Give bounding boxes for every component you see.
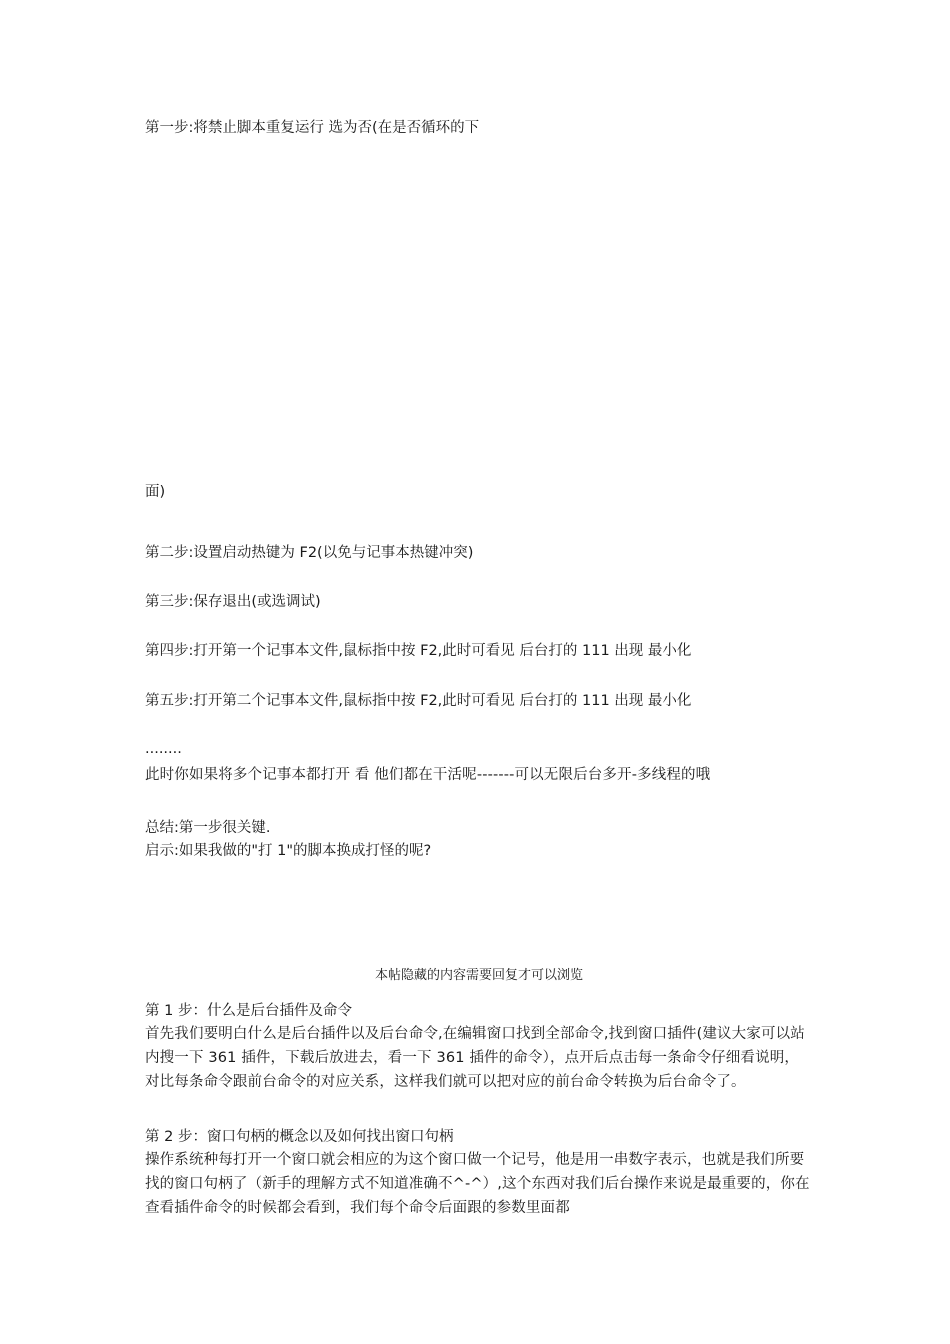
hint-line: 启示:如果我做的"打 1"的脚本换成打怪的呢? xyxy=(145,843,432,859)
ellipsis-line: ........ xyxy=(145,741,182,757)
section2-title: 第 2 步：窗口句柄的概念以及如何找出窗口句柄 xyxy=(145,1129,454,1145)
step4-line: 第四步:打开第一个记事本文件,鼠标指中按 F2,此时可看见 后台打的 111 出现 最小化 xyxy=(145,643,692,659)
step2-line: 第二步:设置启动热键为 F2(以免与记事本热键冲突) xyxy=(145,545,474,561)
section1-title: 第 1 步：什么是后台插件及命令 xyxy=(145,1003,352,1019)
section2-body: 操作系统种每打开一个窗口就会相应的为这个窗口做一个记号，他是用一串数字表示，也就是我们所要找的窗口句柄了（新手的理解方式不知道准确不^-^）,这个东西对我们后台操作来说是最重要的，你在查看插件命令的时候都会看到，我们每个命令后面跟的参数里面都 xyxy=(145,1152,810,1216)
step5-line: 第五步:打开第二个记事本文件,鼠标指中按 F2,此时可看见 后台打的 111 出现 最小化 xyxy=(145,693,692,709)
remark-paragraph: 此时你如果将多个记事本都打开 看 他们都在干活呢-------可以无限后台多开-多线程的哦 xyxy=(145,767,711,783)
step1-line: 第一步:将禁止脚本重复运行 选为否(在是否循环的下 xyxy=(145,120,480,136)
summary-line: 总结:第一步很关键. xyxy=(145,820,271,836)
section1-body: 首先我们要明白什么是后台插件以及后台命令,在编辑窗口找到全部命令,找到窗口插件(建议大家可以站内搜一下 361 插件，下载后放进去，看一下 361 插件的命令），点开后点击每一条命令仔细看说明，对比每条命令跟前台命令的对应关系，这样我们就可以把对应的前台命令转换为后台命令了。 xyxy=(145,1026,805,1090)
step3-line: 第三步:保存退出(或选调试) xyxy=(145,594,321,610)
step1-continuation: 面) xyxy=(145,484,166,500)
hidden-content-note: 本帖隐藏的内容需要回复才可以浏览 xyxy=(374,968,583,983)
